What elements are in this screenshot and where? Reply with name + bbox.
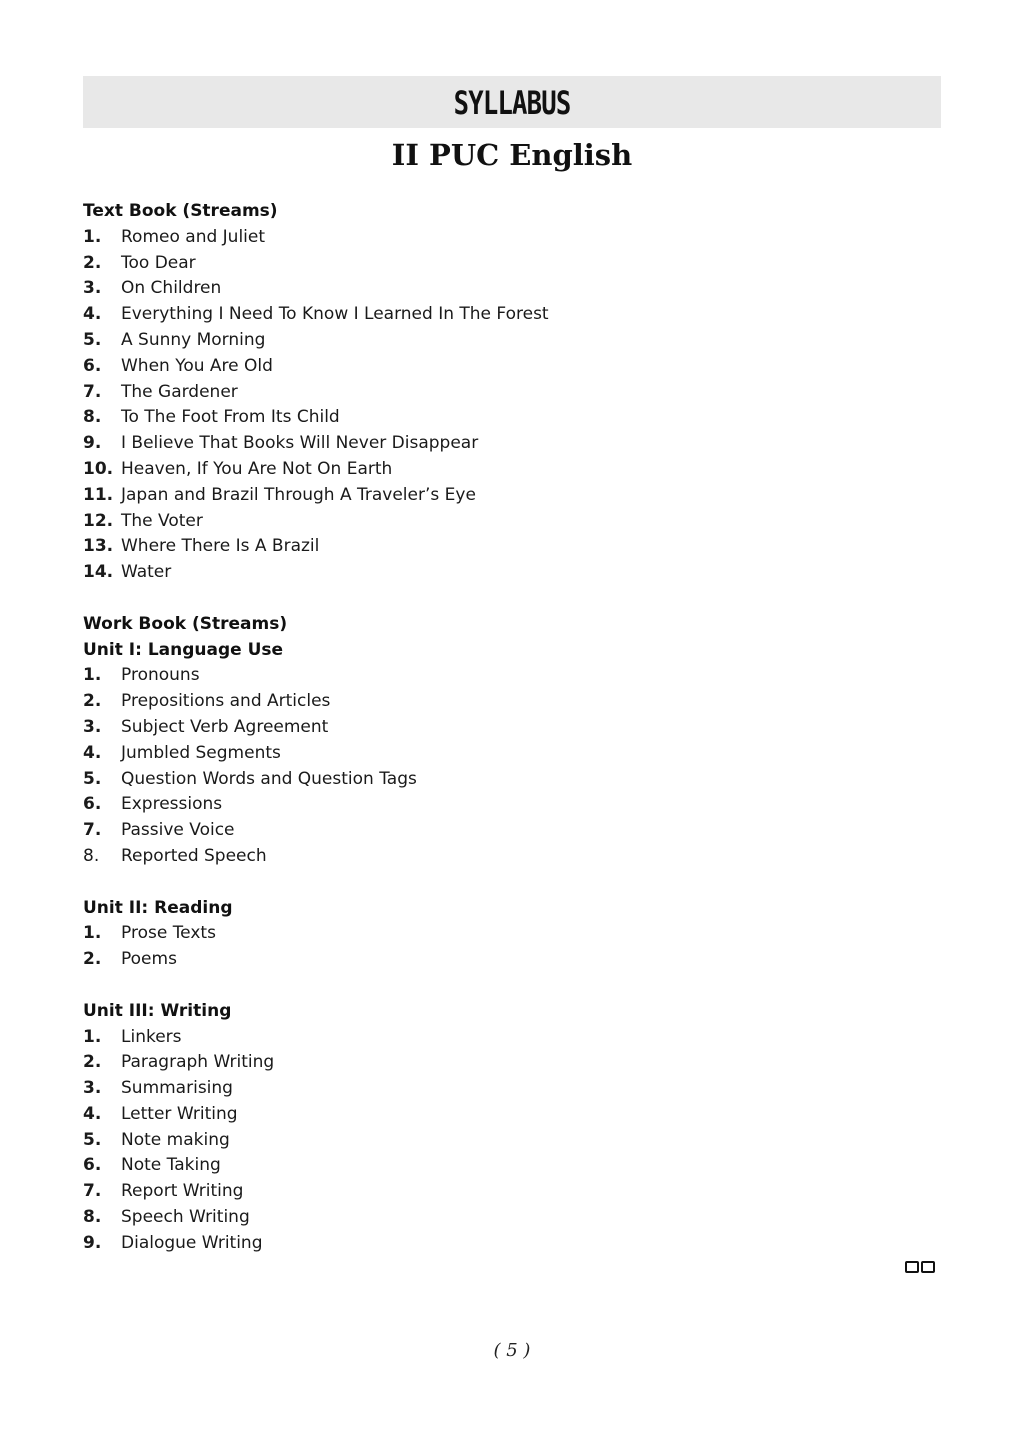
item-number: 6.	[83, 794, 102, 815]
banner-title: SYLLABUS	[453, 84, 571, 122]
item-title: Jumbled Segments	[121, 742, 281, 763]
item-number: 11.	[83, 484, 114, 505]
list-item	[83, 715, 943, 741]
item-number: 7.	[83, 820, 102, 841]
syllabus-content	[83, 199, 943, 1257]
item-title: Where There Is A Brazil	[121, 536, 320, 557]
unit-2-heading: Unit II: Reading	[83, 897, 233, 918]
list-item	[83, 741, 943, 767]
item-title: Paragraph Writing	[121, 1052, 275, 1073]
item-title: Summarising	[121, 1078, 233, 1099]
item-number: 6.	[83, 355, 102, 376]
list-item	[83, 276, 943, 302]
item-title: Expressions	[121, 794, 223, 815]
list-item	[83, 767, 943, 793]
list-item	[83, 1205, 943, 1231]
unit-1-heading: Unit I: Language Use	[83, 639, 284, 660]
end-of-section-icon	[905, 1261, 935, 1273]
item-title: The Gardener	[121, 381, 238, 402]
item-number: 3.	[83, 278, 102, 299]
item-title: Heaven, If You Are Not On Earth	[121, 458, 393, 479]
item-title: Speech Writing	[121, 1207, 250, 1228]
item-title: Reported Speech	[121, 845, 267, 866]
item-number: 12.	[83, 510, 114, 531]
item-title: I Believe That Books Will Never Disappear	[121, 433, 479, 454]
text-book-list	[83, 225, 943, 586]
list-item	[83, 921, 943, 947]
item-number: 1.	[83, 923, 102, 944]
list-item	[83, 663, 943, 689]
list-item	[83, 328, 943, 354]
list-item	[83, 225, 943, 251]
item-title: When You Are Old	[121, 355, 273, 376]
item-number: 7.	[83, 1181, 102, 1202]
item-title: Pronouns	[121, 665, 200, 686]
subject-title: II PUC English	[391, 138, 633, 172]
item-title: On Children	[121, 278, 222, 299]
syllabus-banner	[83, 76, 941, 128]
item-title: Passive Voice	[121, 820, 235, 841]
item-number: 8.	[83, 407, 102, 428]
work-book-heading: Work Book (Streams)	[83, 613, 288, 634]
item-number: 8.	[83, 845, 100, 866]
list-item	[83, 302, 943, 328]
item-number: 14.	[83, 562, 114, 583]
list-item	[83, 1231, 943, 1257]
item-number: 5.	[83, 768, 102, 789]
item-title: Prepositions and Articles	[121, 691, 331, 712]
item-title: Japan and Brazil Through A Traveler’s Eye	[121, 484, 476, 505]
item-number: 6.	[83, 1155, 102, 1176]
item-title: Report Writing	[121, 1181, 244, 1202]
item-number: 1.	[83, 226, 102, 247]
list-item	[83, 405, 943, 431]
list-item	[83, 1179, 943, 1205]
list-item	[83, 431, 943, 457]
item-title: A Sunny Morning	[121, 329, 266, 350]
item-title: Romeo and Juliet	[121, 226, 266, 247]
list-item	[83, 947, 943, 973]
item-number: 4.	[83, 304, 102, 325]
unit-3-heading: Unit III: Writing	[83, 1000, 232, 1021]
list-item	[83, 380, 943, 406]
item-number: 3.	[83, 1078, 102, 1099]
item-title: Everything I Need To Know I Learned In The Forest	[121, 304, 549, 325]
list-item	[83, 509, 943, 535]
unit-2-list	[83, 921, 943, 973]
item-number: 3.	[83, 716, 102, 737]
item-title: Too Dear	[121, 252, 196, 273]
list-item	[83, 1025, 943, 1051]
item-number: 4.	[83, 742, 102, 763]
item-number: 5.	[83, 329, 102, 350]
item-number: 9.	[83, 433, 102, 454]
list-item	[83, 457, 943, 483]
item-number: 4.	[83, 1103, 102, 1124]
item-title: Note Taking	[121, 1155, 221, 1176]
item-number: 2.	[83, 691, 102, 712]
list-item	[83, 560, 943, 586]
text-book-heading: Text Book (Streams)	[83, 201, 278, 221]
item-title: To The Foot From Its Child	[121, 407, 340, 428]
item-title: The Voter	[121, 510, 203, 531]
unit-1-list	[83, 663, 943, 869]
item-number: 7.	[83, 381, 102, 402]
item-title: Subject Verb Agreement	[121, 716, 329, 737]
item-title: Dialogue Writing	[121, 1232, 263, 1253]
item-title: Poems	[121, 949, 177, 970]
item-number: 13.	[83, 536, 114, 557]
item-number: 2.	[83, 1052, 102, 1073]
list-item	[83, 1050, 943, 1076]
item-number: 2.	[83, 252, 102, 273]
item-number: 8.	[83, 1207, 102, 1228]
list-item	[83, 1076, 943, 1102]
list-item	[83, 689, 943, 715]
item-number: 9.	[83, 1232, 102, 1253]
list-item	[83, 1153, 943, 1179]
list-item	[83, 483, 943, 509]
list-item	[83, 792, 943, 818]
item-number: 10.	[83, 458, 114, 479]
item-number: 5.	[83, 1129, 102, 1150]
item-title: Water	[121, 562, 172, 583]
list-item	[83, 818, 943, 844]
list-item	[83, 534, 943, 560]
item-title: Note making	[121, 1129, 230, 1150]
item-number: 1.	[83, 1026, 102, 1047]
list-item	[83, 1128, 943, 1154]
list-item	[83, 251, 943, 277]
list-item	[83, 844, 943, 870]
unit-3-list	[83, 1025, 943, 1257]
item-number: 2.	[83, 949, 102, 970]
list-item	[83, 1102, 943, 1128]
list-item	[83, 354, 943, 380]
page-number: ( 5 )	[493, 1340, 531, 1361]
item-title: Question Words and Question Tags	[121, 768, 417, 789]
item-number: 1.	[83, 665, 102, 686]
item-title: Letter Writing	[121, 1103, 238, 1124]
item-title: Prose Texts	[121, 923, 216, 944]
item-title: Linkers	[121, 1026, 182, 1047]
